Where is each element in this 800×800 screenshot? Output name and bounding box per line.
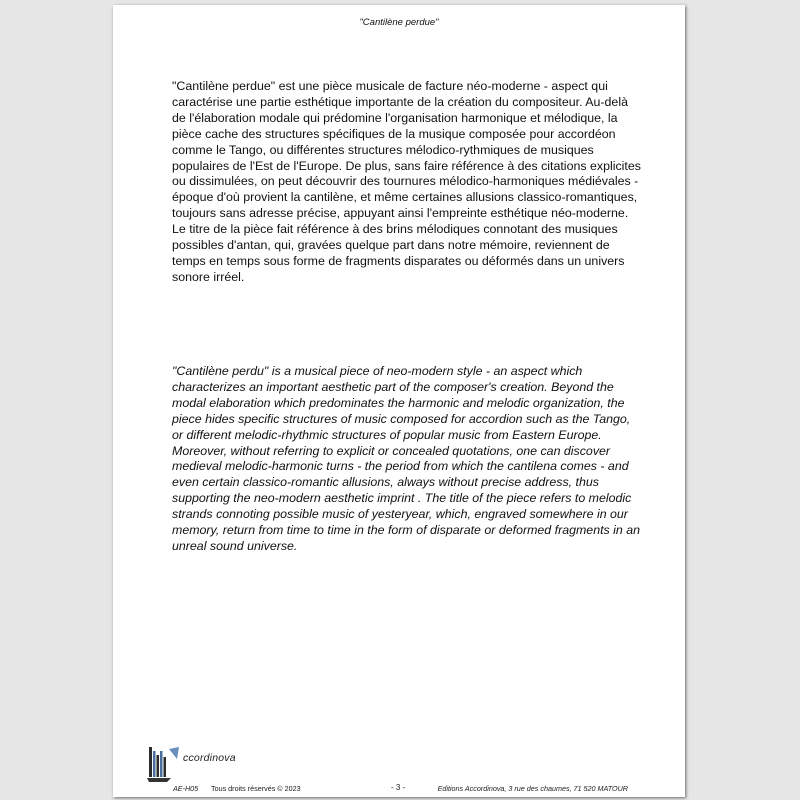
- footer-publisher-address: Editions Accordinova, 3 rue des chaumes, 71 520 MATOUR: [437, 784, 628, 793]
- footer-page-number: - 3 -: [391, 783, 406, 792]
- english-description-paragraph: "Cantilène perdu" is a musical piece of neo-modern style - an aspect which characterizes an important aesthetic part of the composer's creation. Beyond the modal elaboration which predominates the harmonic and melodic organization, the piece hides specific structures of music composed for accordion such as the Tango, or different melodic-rhythmic structures of popular music from Eastern Europe. Moreover, without referring to explicit or concealed quotations, one can discover medieval melodic-harmonic turns - the period from which the cantilena comes - and even certain classico-romantic allusions, always without precise address, thus supporting the neo-modern aesthetic imprint . The title of the piece refers to melodic strands connoting possible music of yesteryear, which, engraved somewhere in our memory, return from time to time in the form of disparate or deformed fragments in an unreal sound universe.: [172, 364, 641, 553]
- publisher-logo-text: ccordinova: [183, 752, 236, 764]
- document-page: [113, 5, 685, 797]
- footer-catalog-code: AE-H05: [173, 784, 199, 793]
- page-header-title: "Cantilène perdue": [359, 17, 439, 28]
- accordion-logo-icon: [143, 745, 183, 783]
- publisher-logo: [143, 745, 253, 783]
- french-description-paragraph: "Cantilène perdue" est une pièce musicale de facture néo-moderne - aspect qui caractérise une partie esthétique importante de la création du compositeur. Au-delà de l'élaboration modale qui prédomine l'organisation harmonique et mélodique, la pièce cache des structures spécifiques de la musique composée pour accordéon comme le Tango, ou différentes structures mélodico-rythmiques de musiques populaires de l'Est de l'Europe. De plus, sans faire référence à des citations explicites ou dissimulées, on peut découvrir des tournures mélodico-harmoniques médiévales - époque d'où provient la cantilène, et même certaines allusions classico-romantiques, toujours sans adresse précise, appuyant ainsi l'empreinte esthétique néo-moderne. Le titre de la pièce fait référence à des brins mélodiques connotant des musiques possibles d'antan, qui, gravées quelque part dans notre mémoire, reviennent de temps en temps sous forme de fragments disparates ou déformés dans un univers sonore irréel.: [172, 79, 641, 284]
- footer-copyright: Tous droits réservés © 2023: [211, 784, 301, 793]
